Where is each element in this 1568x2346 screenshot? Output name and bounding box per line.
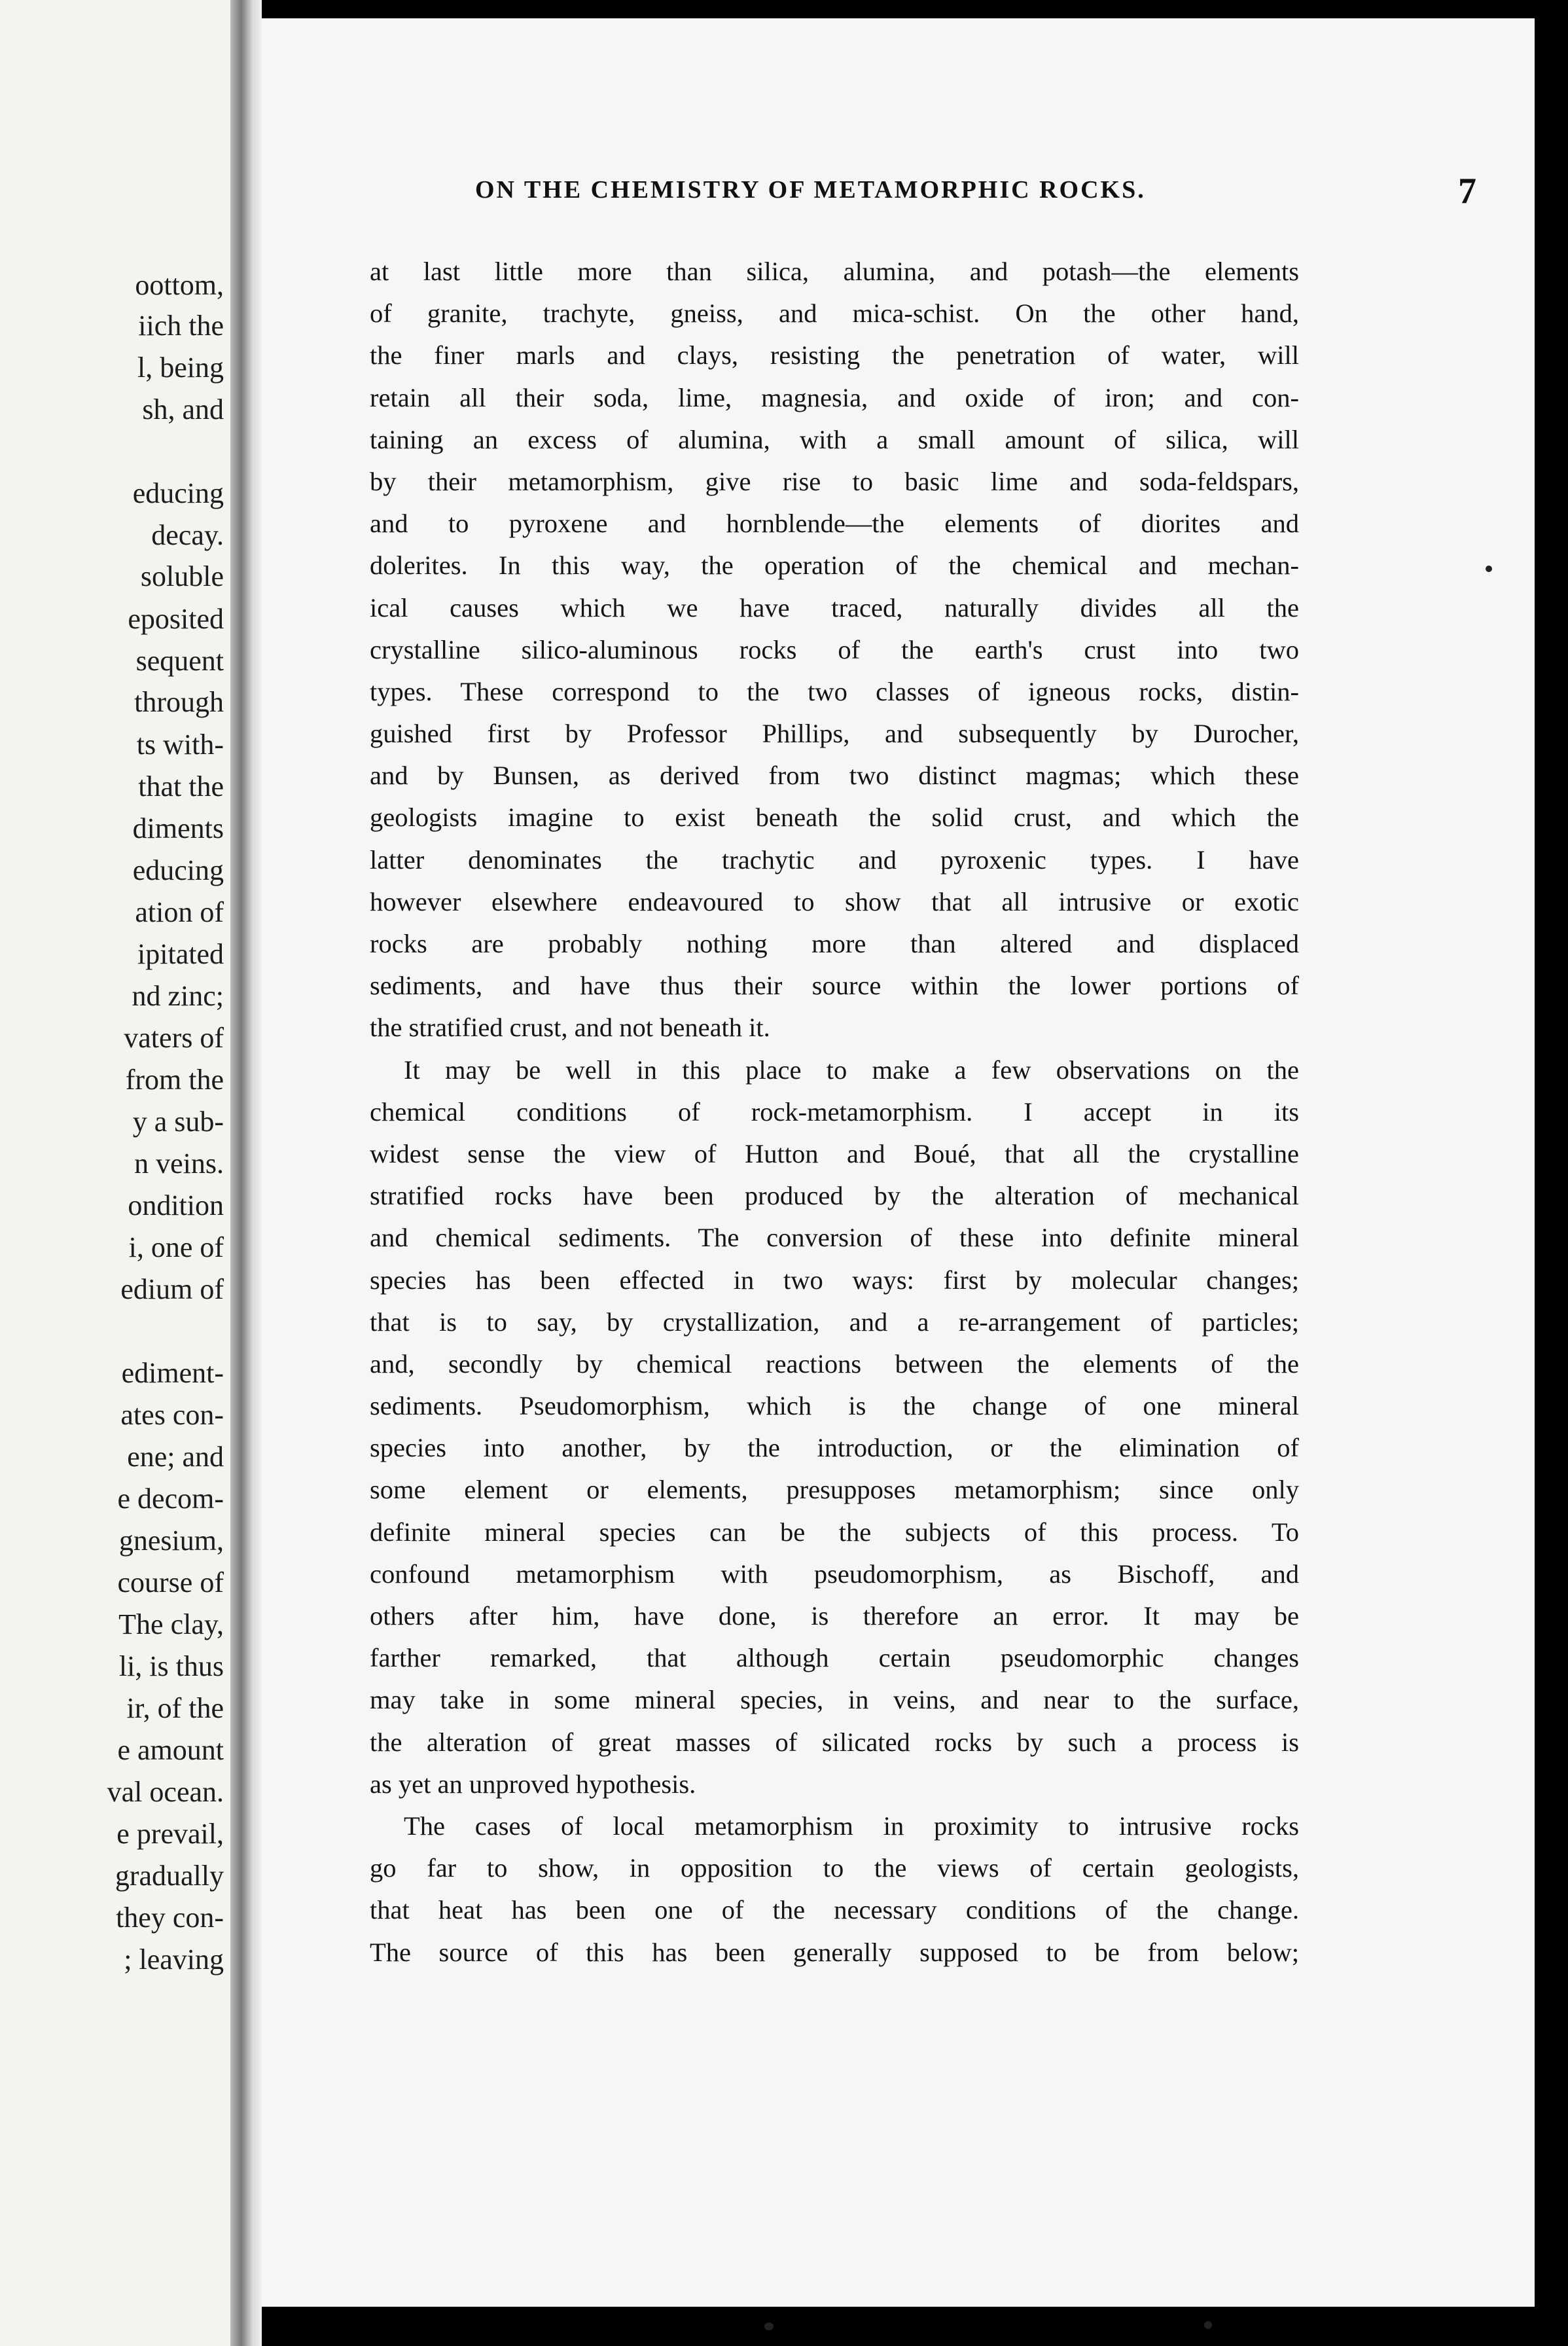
text-line: species has been effected in two ways: first by molecular changes;	[370, 1265, 1299, 1295]
text-line: The source of this has been generally supposed to be from below;	[370, 1937, 1299, 1967]
left-line: i, one of	[128, 1231, 224, 1263]
scan-speck	[764, 2322, 774, 2330]
text-line: It may be well in this place to make a few observations on the	[404, 1055, 1299, 1085]
text-line: sediments. Pseudomorphism, which is the change of one mineral	[370, 1391, 1299, 1421]
left-line: ondition	[128, 1189, 224, 1221]
text-line: dolerites. In this way, the operation of the chemical and mechan-	[370, 550, 1299, 581]
scan-speck	[1204, 2321, 1212, 2329]
left-line: through	[134, 686, 224, 718]
left-line: ation of	[135, 896, 224, 928]
left-line: sh, and	[142, 393, 224, 425]
left-line: val ocean.	[107, 1776, 224, 1808]
left-line: ene; and	[127, 1441, 224, 1473]
left-line: sequent	[135, 645, 224, 677]
text-line: species into another, by the introduction, or the elimination of	[370, 1433, 1299, 1463]
text-line: rocks are probably nothing more than altered and displaced	[370, 929, 1299, 958]
left-line: nd zinc;	[132, 980, 224, 1012]
left-line: The clay,	[118, 1608, 224, 1640]
text-line: others after him, have done, is therefore an error. It may be	[370, 1601, 1299, 1631]
text-line: and to pyroxene and hornblende—the elements of diorites and	[370, 509, 1299, 539]
text-line: some element or elements, presupposes metamorphism; since only	[370, 1475, 1299, 1505]
text-line: the alteration of great masses of silicated rocks by such a process is	[370, 1727, 1299, 1757]
text-line: go far to show, in opposition to the views of certain geologists,	[370, 1853, 1299, 1883]
left-line: soluble	[140, 560, 224, 592]
left-line: educing	[132, 854, 224, 886]
text-line: confound metamorphism with pseudomorphism, as Bischoff, and	[370, 1559, 1299, 1589]
scan-speck	[1486, 566, 1492, 572]
left-line: ediment-	[121, 1357, 224, 1389]
running-head-title: ON THE CHEMISTRY OF METAMORPHIC ROCKS.	[475, 176, 1146, 204]
left-line: gnesium,	[118, 1525, 224, 1557]
text-line: of granite, trachyte, gneiss, and mica-schist. On the other hand,	[370, 298, 1299, 329]
text-line: farther remarked, that although certain pseudomorphic changes	[370, 1643, 1299, 1673]
text-line: widest sense the view of Hutton and Boué, that all the crystalline	[370, 1138, 1299, 1168]
left-line: ates con-	[120, 1399, 224, 1431]
book-gutter	[230, 0, 262, 2346]
text-line: crystalline silico-aluminous rocks of the earth's crust into two	[370, 634, 1299, 664]
left-line: oottom,	[135, 269, 224, 301]
text-line: ical causes which we have traced, naturally divides all the	[370, 592, 1299, 623]
left-line: edium of	[120, 1273, 224, 1305]
left-line: they con-	[116, 1902, 224, 1934]
text-line: retain all their soda, lime, magnesia, and oxide of iron; and con-	[370, 382, 1299, 412]
left-line: eposited	[128, 603, 224, 635]
left-line: course of	[117, 1566, 224, 1598]
text-line: stratified rocks have been produced by the alteration of mechanical	[370, 1181, 1299, 1211]
body-text	[370, 251, 1299, 1974]
left-line: li, is thus	[118, 1650, 224, 1682]
left-line: e decom-	[117, 1483, 224, 1515]
text-line: and chemical sediments. The conversion of these into definite mineral	[370, 1223, 1299, 1253]
left-line: l, being	[137, 352, 224, 384]
left-line: educing	[132, 477, 224, 509]
running-head	[475, 171, 1476, 215]
text-line: The cases of local metamorphism in proximity to intrusive rocks	[404, 1811, 1299, 1841]
text-line: guished first by Professor Phillips, and subsequently by Durocher,	[370, 719, 1299, 749]
text-line: however elsewhere endeavoured to show that all intrusive or exotic	[370, 886, 1299, 916]
text-line: at last little more than silica, alumina, and potash—the elements	[370, 257, 1299, 286]
left-line: n veins.	[134, 1147, 224, 1180]
text-line: the finer marls and clays, resisting the penetration of water, will	[370, 340, 1299, 370]
left-line: ts with-	[136, 729, 224, 761]
text-line: may take in some mineral species, in veins, and near to the surface,	[370, 1685, 1299, 1715]
text-line: taining an excess of alumina, with a small amount of silica, will	[370, 424, 1299, 454]
left-line: ir, of the	[126, 1692, 224, 1724]
left-line: from the	[125, 1064, 224, 1096]
left-line: y a sub-	[132, 1106, 224, 1138]
text-line: and by Bunsen, as derived from two distinct magmas; which these	[370, 761, 1299, 791]
right-page	[262, 18, 1535, 2307]
left-line: decay.	[151, 519, 224, 551]
left-line: that the	[138, 770, 224, 803]
left-line: iich the	[138, 310, 224, 342]
left-line: vaters of	[124, 1022, 224, 1054]
left-line: diments	[132, 812, 224, 844]
left-line: e prevail,	[116, 1818, 224, 1850]
text-line: and, secondly by chemical reactions between the elements of the	[370, 1348, 1299, 1379]
text-line: types. These correspond to the two classes of igneous rocks, distin-	[370, 676, 1299, 706]
text-line: as yet an unproved hypothesis.	[370, 1769, 696, 1799]
left-page-fragment	[0, 0, 230, 2346]
text-line: that heat has been one of the necessary conditions of the change.	[370, 1895, 1299, 1925]
left-line: e amount	[117, 1734, 224, 1766]
text-line: the stratified crust, and not beneath it.	[370, 1013, 770, 1043]
text-line: latter denominates the trachytic and pyroxenic types. I have	[370, 844, 1299, 875]
text-line: that is to say, by crystallization, and a re-arrangement of particles;	[370, 1307, 1299, 1337]
text-line: definite mineral species can be the subjects of this process. To	[370, 1517, 1299, 1547]
text-line: geologists imagine to exist beneath the solid crust, and which the	[370, 803, 1299, 833]
left-line: ; leaving	[124, 1943, 224, 1976]
left-line: ipitated	[137, 938, 224, 970]
left-line: gradually	[115, 1860, 224, 1892]
text-line: chemical conditions of rock-metamorphism. I accept in its	[370, 1096, 1299, 1127]
text-line: by their metamorphism, give rise to basic lime and soda-feldspars,	[370, 466, 1299, 496]
text-line: sediments, and have thus their source within the lower portions of	[370, 971, 1299, 1001]
page-number: 7	[1458, 171, 1476, 211]
